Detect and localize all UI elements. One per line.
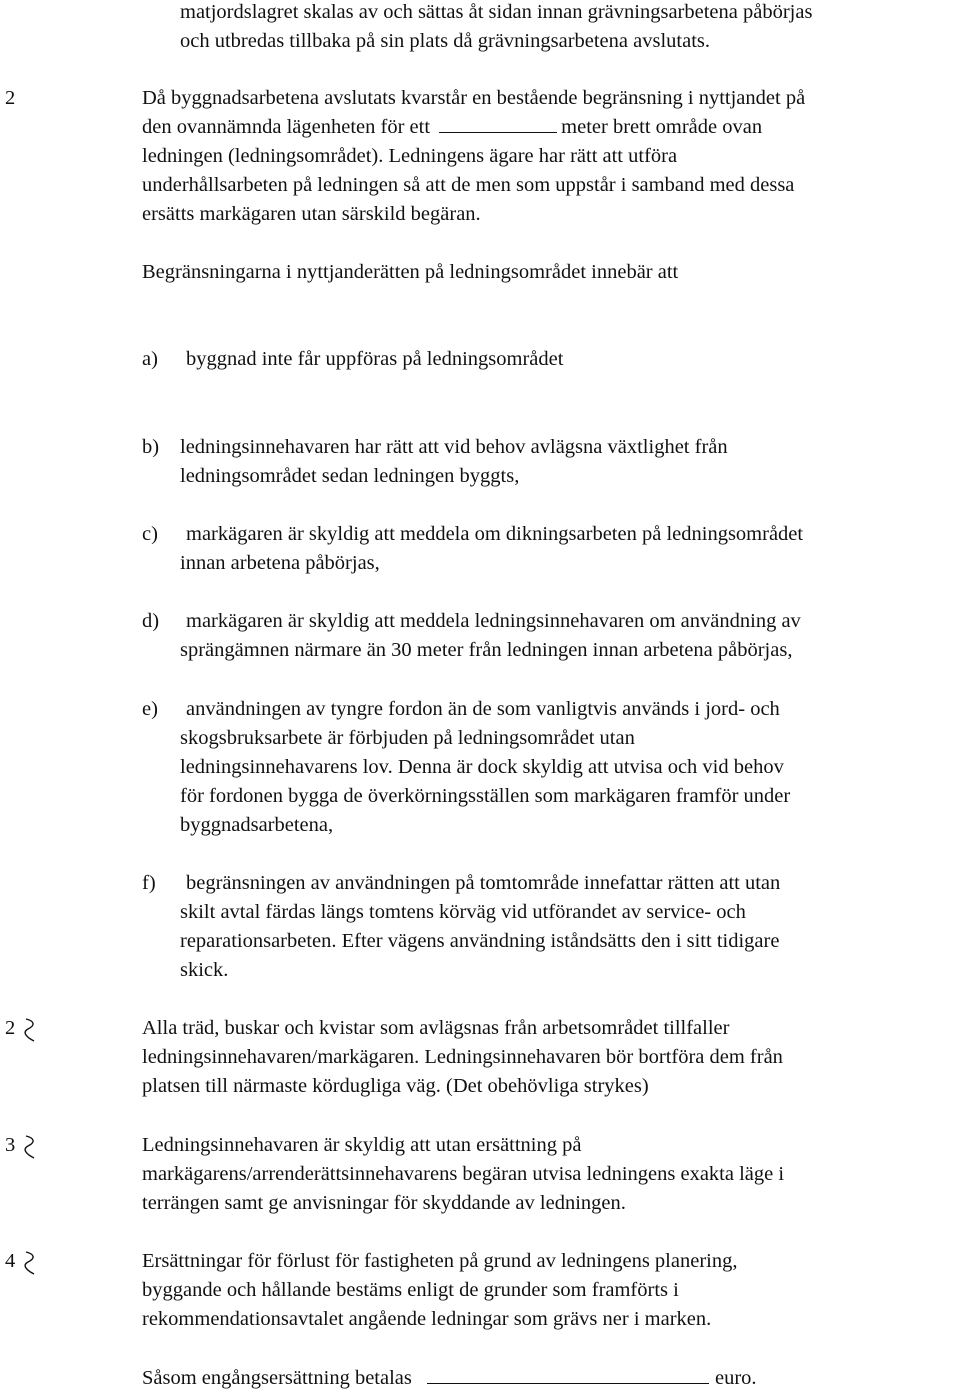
restriction-b-line-1: ledningsinnehavaren har rätt att vid behov avlägsna växtlighet från: [180, 436, 728, 458]
section-number-3: 3: [5, 1134, 16, 1156]
section-3-line-2: markägarens/arrenderättsinnehavarens begäran utvisa ledningens exakta läge i: [142, 1163, 785, 1185]
restriction-label-b: b): [142, 436, 160, 458]
restriction-label-a: a): [142, 348, 158, 370]
section-sign-icon: [22, 1132, 38, 1162]
section-3-line-3: terrängen samt ge anvisningar för skyddande av ledningen.: [142, 1192, 626, 1214]
section-4-line-3: rekommendationsavtalet angående ledningar som grävs ner i marken.: [142, 1308, 712, 1330]
restriction-e-line-4: för fordonen bygga de överkörningsställen som markägaren framför under: [180, 785, 791, 807]
restriction-f-line-1: begränsningen av användningen på tomtområde innefattar rätten att utan: [186, 872, 781, 894]
top-paragraph-line-1: matjordslagret skalas av och sättas åt sidan innan grävningsarbetena påbörjas: [180, 1, 813, 23]
section-a-line-3: ledningen (ledningsområdet). Ledningens ägare har rätt att utföra: [142, 145, 678, 167]
section-a-line-2: [142, 113, 762, 142]
restriction-f-line-2: skilt avtal färdas längs tomtens körväg vid utförandet av service- och: [180, 901, 746, 923]
compensation-label: Såsom engångsersättning betalas: [142, 1367, 412, 1389]
restriction-label-d: d): [142, 610, 160, 632]
restrictions-intro: Begränsningarna i nyttjanderätten på ledningsområdet innebär att: [142, 261, 679, 283]
section-4-line-1: Ersättningar för förlust för fastigheten på grund av ledningens planering,: [142, 1250, 738, 1272]
section-a-line-2-after: meter brett område ovan: [561, 116, 763, 138]
restriction-label-f: f): [142, 872, 156, 894]
restriction-d-line-1: markägaren är skyldig att meddela ledningsinnehavaren om användning av: [186, 610, 801, 632]
restriction-e-line-1: användningen av tyngre fordon än de som vanligtvis används i jord- och: [186, 698, 780, 720]
section-number-4: 4: [5, 1250, 16, 1272]
section-sign-icon: [22, 1015, 38, 1045]
restriction-d-line-2: sprängämnen närmare än 30 meter från ledningen innan arbetena påbörjas,: [180, 639, 793, 661]
section-number: 2: [5, 87, 16, 109]
restriction-a-line-1: byggnad inte får uppföras på ledningsområdet: [186, 348, 564, 370]
section-2-line-3: platsen till närmaste kördugliga väg. (Det obehövliga strykes): [142, 1075, 649, 1097]
restriction-label-c: c): [142, 523, 158, 545]
section-a-line-4: underhållsarbeten på ledningen så att de men som uppstår i samband med dessa: [142, 174, 795, 196]
compensation-line: [142, 1364, 757, 1393]
restriction-c-line-1: markägaren är skyldig att meddela om dikningsarbeten på ledningsområdet: [186, 523, 804, 545]
compensation-currency: euro.: [714, 1367, 757, 1389]
section-3-line-1: Ledningsinnehavaren är skyldig att utan ersättning på: [142, 1134, 582, 1156]
section-number-2: 2: [5, 1017, 16, 1039]
section-2-line-1: Alla träd, buskar och kvistar som avlägsnas från arbetsområdet tillfaller: [142, 1017, 730, 1039]
section-a-line-5: ersätts markägaren utan särskild begäran.: [142, 203, 481, 225]
section-a-line-2-before: den ovannämnda lägenheten för ett: [142, 116, 431, 138]
compensation-amount-blank[interactable]: [427, 1365, 709, 1384]
restriction-e-line-5: byggnadsarbetena,: [180, 814, 334, 836]
restriction-f-line-3: reparationsarbeten. Efter vägens användning iståndsätts den i sitt tidigare: [180, 930, 780, 952]
restriction-f-line-4: skick.: [180, 959, 229, 981]
section-sign-icon: [22, 1248, 38, 1278]
restriction-c-line-2: innan arbetena påbörjas,: [180, 552, 380, 574]
top-paragraph-line-2: och utbredas tillbaka på sin plats då grävningsarbetena avslutats.: [180, 30, 710, 52]
restriction-e-line-2: skogsbruksarbete är förbjuden på ledningsområdet utan: [180, 727, 635, 749]
restriction-label-e: e): [142, 698, 158, 720]
section-2-line-2: ledningsinnehavaren/markägaren. Ledningsinnehavaren bör bortföra dem från: [142, 1046, 783, 1068]
section-4-line-2: byggande och hållande bestäms enligt de grunder som framförts i: [142, 1279, 679, 1301]
restriction-b-line-2: ledningsområdet sedan ledningen byggts,: [180, 465, 520, 487]
section-a-line-1: Då byggnadsarbetena avslutats kvarstår en bestående begränsning i nyttjandet på: [142, 87, 806, 109]
restriction-e-line-3: ledningsinnehavarens lov. Denna är dock skyldig att utvisa och vid behov: [180, 756, 784, 778]
meter-width-blank[interactable]: [439, 114, 557, 133]
